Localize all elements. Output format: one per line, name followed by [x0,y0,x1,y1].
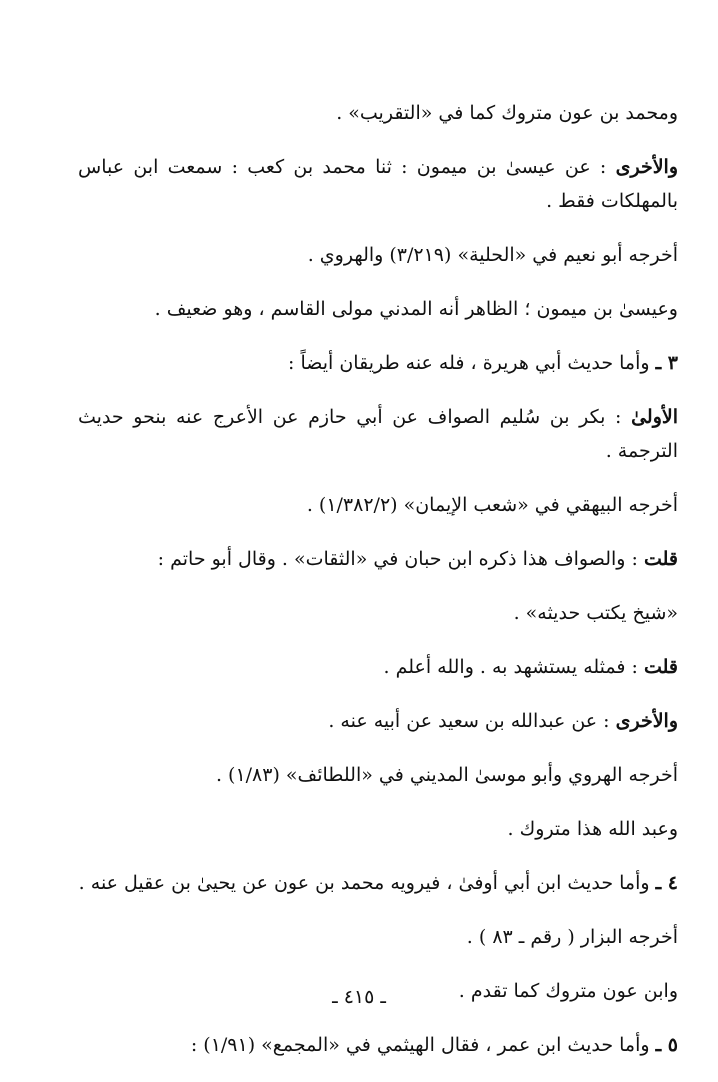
paragraph-lead: الأولىٰ [631,406,678,428]
body-text [78,96,678,1082]
paragraph-text: وأما حديث أبي هريرة ، فله عنه طريقان أيضاً : [288,352,650,374]
paragraph-13 [78,812,678,846]
paragraph-text: : عن عبدالله بن سعيد عن أبيه عنه . [328,710,610,732]
paragraph-text: أخرجه البيهقي في «شعب الإيمان» (١/٣٨٢/٢) . [306,494,678,516]
paragraph-text: «شيخ يكتب حديثه» . [513,602,678,624]
paragraph-17 [78,1028,678,1062]
paragraph-text: : عن عيسىٰ بن ميمون : ثنا محمد بن كعب : سمعت ابن عباس بالمهلكات فقط . [78,156,678,212]
paragraph-8 [78,542,678,576]
paragraph-14 [78,866,678,900]
paragraph-text: وابن عون متروك كما تقدم . [458,980,678,1002]
paragraph-text: أخرجه الهروي وأبو موسىٰ المديني في «اللطائف» (١/٨٣) . [215,764,678,786]
paragraph-4 [78,292,678,326]
paragraph-5 [78,346,678,380]
paragraph-lead: والأخرى [615,156,678,178]
paragraph-text: وعبد الله هذا متروك . [507,818,678,840]
paragraph-11 [78,704,678,738]
paragraph-lead: والأخرى [615,710,678,732]
paragraph-lead: ٥ ـ [655,1034,678,1056]
paragraph-10 [78,650,678,684]
paragraph-6 [78,400,678,468]
paragraph-3 [78,238,678,272]
page-number: ـ ٤١٥ ـ [332,986,386,1008]
paragraph-lead: قلت [643,656,678,678]
paragraph-text: وأما حديث ابن أبي أوفىٰ ، فيرويه محمد بن عون عن يحيىٰ بن عقيل عنه . [78,872,650,894]
paragraph-9 [78,596,678,630]
paragraph-text: أخرجه البزار ( رقم ـ ٨٣ ) . [466,926,678,948]
paragraph-15 [78,920,678,954]
paragraph-text: : بكر بن سُليم الصواف عن أبي حازم عن الأعرج عنه بنحو حديث الترجمة . [78,406,678,462]
paragraph-7 [78,488,678,522]
paragraph-text: وعيسىٰ بن ميمون ؛ الظاهر أنه المدني مولى القاسم ، وهو ضعيف . [154,298,678,320]
paragraph-lead: ٤ ـ [655,872,678,894]
paragraph-text: أخرجه أبو نعيم في «الحلية» (٣/٢١٩) والهروي . [307,244,678,266]
paragraph-text: : فمثله يستشهد به . والله أعلم . [383,656,638,678]
paragraph-12 [78,758,678,792]
paragraph-1 [78,96,678,130]
paragraph-lead: ٣ ـ [655,352,678,374]
paragraph-2 [78,150,678,218]
paragraph-text: : والصواف هذا ذكره ابن حبان في «الثقات» . وقال أبو حاتم : [157,548,638,570]
paragraph-text: وأما حديث ابن عمر ، فقال الهيثمي في «المجمع» (١/٩١) : [190,1034,650,1056]
paragraph-lead: قلت [643,548,678,570]
paragraph-text: ومحمد بن عون متروك كما في «التقريب» . [336,102,678,124]
